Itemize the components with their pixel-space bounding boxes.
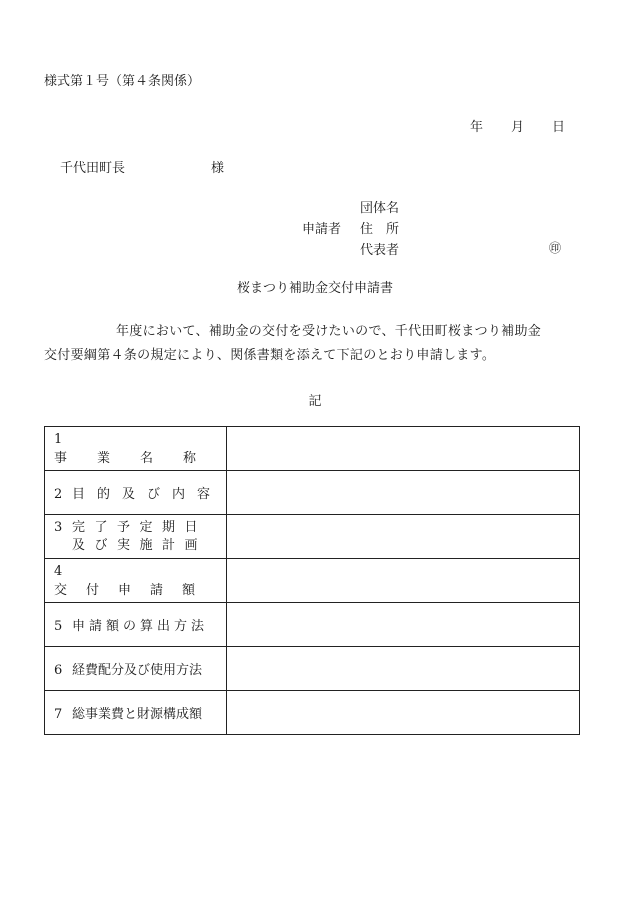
body-text [44,320,589,368]
item-label-cell [45,515,227,559]
item-value-cell[interactable] [227,427,580,471]
addressee [60,157,224,176]
item-number: 6 [54,663,63,678]
representative-label: 代表者 [360,243,400,258]
item-label: 交付申請額 [54,582,215,598]
item-number: 4 [54,563,63,579]
body-line-2: 交付要綱第４条の規定により、関係書類を添えて下記のとおり申請します。 [44,348,496,363]
table-row [45,471,580,515]
item-value-cell[interactable] [227,559,580,603]
document-title: 桜まつり補助金交付申請書 [236,281,393,296]
item-number: 7 [54,707,63,722]
item-value-cell[interactable] [227,691,580,735]
item-label: 経費配分及び使用方法 [72,663,203,678]
date-line [470,116,565,135]
table-row [45,515,580,559]
address-label: 住 所 [360,222,400,237]
table-row [45,691,580,735]
item-label: 申請額の算出方法 [72,619,209,634]
org-name-label: 団体名 [360,201,400,216]
item-number: 3 [54,519,63,535]
item-label: 目的及び内容 [72,487,223,502]
item-label-cell [45,691,227,735]
item-number: 2 [54,487,63,502]
applicant-label: 申請者 [302,222,342,237]
item-label-cell [45,603,227,647]
item-label: 完了予定期日 [72,519,208,535]
item-value-cell[interactable] [227,603,580,647]
table-row [45,603,580,647]
seal-mark: ㊞ [549,241,562,255]
item-label-cell [45,559,227,603]
item-value-cell[interactable] [227,647,580,691]
item-label-line2: 及び実施計画 [72,537,208,553]
item-label: 事業名称 [54,450,227,466]
item-value-cell[interactable] [227,471,580,515]
addressee-name: 千代田町長 [60,161,126,176]
date-year-label: 年 [470,120,484,135]
item-label: 総事業費と財源構成額 [72,707,203,722]
date-month-label: 月 [511,120,525,135]
item-label-cell [45,647,227,691]
addressee-honorific: 様 [211,161,225,176]
table-row [45,647,580,691]
item-value-cell[interactable] [227,515,580,559]
date-day-label: 日 [552,120,566,135]
item-number: 5 [54,619,63,634]
item-number: 1 [54,431,63,447]
item-label-cell [45,471,227,515]
details-table [44,426,580,735]
ki-heading: 記 [308,394,322,409]
table-row [45,559,580,603]
item-label-cell [45,427,227,471]
body-line-1: 年度において、補助金の交付を受けたいので、千代田町桜まつり補助金 [116,324,542,339]
table-row [45,427,580,471]
form-number: 様式第１号（第４条関係） [44,74,201,89]
